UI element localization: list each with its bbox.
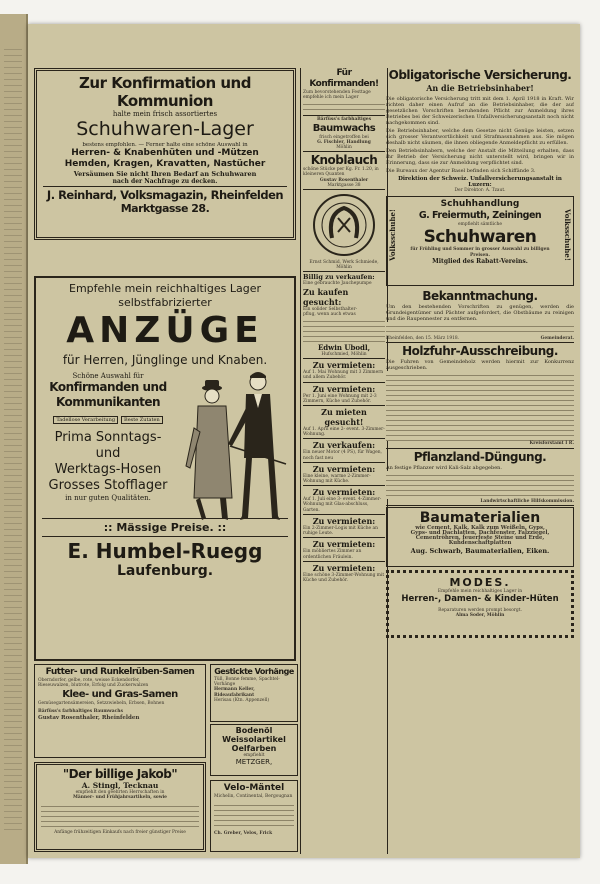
holz-sign: Kreisforstamt I R. [529,441,574,447]
anzuege-komm: Kommunikanten [55,395,161,409]
pflanz-text: An festige Pflanzer wird Kali-Salz abgegeben. [386,464,502,471]
pflanz-fineprint [386,471,574,499]
ad-modes [386,570,574,638]
bodenoel-by: empfiehlt [243,753,265,758]
bodenoel-title3: Oelfarben [231,744,277,753]
divider [303,151,385,152]
miete-title: Zu mieten gesucht! [321,407,367,428]
divider [386,505,574,506]
jakob-sub2: Männer- und Frühjahrsartikeln, sowie [73,795,167,801]
oblig-p4: Die Bureaux der Agentur Basel befinden sich Schiffände 3. [386,168,536,174]
bekannt-sign-row [386,336,574,341]
signature-name: Edwin Ubodl, [317,343,371,353]
bau-l1: wie Cement, Kalk, Kalk zum Weißeln, Gyps, [415,524,545,531]
bau-l2: Gyps- und Dachlatten, Dachfenster, Falzziegel, [410,530,550,537]
verm1-text: Auf 1. Mai Wohnung mit 3 Zimmern und allem Zubehör. [303,370,384,381]
kaufen-text: Ein solider Selbsthalter- [303,306,358,312]
ad-anzuege [34,276,296,661]
jakob-fineprint [41,802,199,828]
holz-text: Die Fuhren von Gemeindeholz werden hiermit zur Konkurrenz ausgeschrieben. [386,359,574,372]
anzuege-konf: Konfirmanden und [49,380,167,394]
anzuege-prima: Prima Sonntags- und [54,430,162,461]
kaufen-title: Zu kaufen gesucht: [303,286,349,307]
modes-sub: Empfehle mein reichhaltiges Lager in [437,588,523,594]
jakob-name: A. Stingl, Tecknau [81,781,159,790]
bau-sign: Aug. Schwarb, Baumaterialien, Eiken. [410,546,550,555]
konfirm-fineprint [303,100,385,114]
bau-l3: Cementröhren, feuerfeste Steine und Erde, Kuhdenschaftplatten [415,535,545,547]
bekannt-sign2: Gemeinderat. [540,336,574,342]
verk-title: Zu verkaufen: [312,440,376,451]
ad-gestickte [210,664,298,722]
konfirmation-sub: halte mein frisch assortiertes [112,110,218,118]
futter-l5: Gustav Rosenthaler, Rheinfelden [38,714,140,721]
pflanz-title: Pflanzland-Düngung. [413,449,547,464]
divider [303,438,385,439]
konfirmation-line2: Herren- & Knabenhüten und -Mützen [71,148,259,158]
seal-text: Ernst Schmid, Werk Schmiede, Möhlin [309,260,379,271]
baum-city: Möhlin [336,145,352,151]
konfirm-title: Für Konfirmanden! [309,68,379,89]
bekannt-fineprint [386,322,574,336]
schuh-side-label-left: Volksschuhe! [388,209,397,262]
bodenoel-title: Bodenöl [235,726,273,735]
baum-by: frisch eingetroffen bei [319,134,369,140]
anzuege-selection-block [42,372,174,502]
anzuege-tag2: Beste Zutaten [121,416,163,424]
futter-l1: Oberndorfer, gelbe, rote, weisse Eckendorfer, [38,678,140,683]
modes-sign: Alma Soder, Möhlin [455,613,505,619]
verk-text: Ein neuer Motor (4 PS), für Wagen, noch fast neu [303,450,382,461]
baum-name: G. Fischler, Handlung [317,139,371,145]
verm7-title: Zu vermieten: [312,562,376,573]
oblig-p1: Die obligatorische Versicherung tritt mit dem 1. April 1918 in Kraft. Wir richten daher einen Aufruf an die Betriebsinhaber, die der auf gesetzlichen Vorschriften beruhenden Pflicht zur Anmeldung ihres Betriebes bei der Schweizerischen Unfallversicherungsanstalt noch nicht nachgekommen sind. [386,96,574,126]
oblig-p3: Den Betriebsinhabern, welche der Anstalt die Mitteilung erhalten, dass ihr Betrieb der Versicherung nicht unterstellt wird, bringen wir in Erinnerung, dass sie zur Anmeldung verpflichtet sind. [386,148,574,166]
futter-l2: Rieseuwalzen, blutrote, Erfolg und Zuckerwalzen [38,683,149,689]
signature-city: Hufschmied, Möhlin [321,352,367,358]
gestickte-title: Gestickte Vorhänge [214,667,294,676]
oblig-title: Obligatorische Versicherung. [388,68,572,82]
anzuege-tags [42,416,174,424]
bekannt-title: Bekanntmachung. [422,289,538,304]
velo-fineprint [214,801,294,829]
anzuege-tag1: Tadellose Verarbeitung [53,416,118,424]
schuh-side-label-right: Volksschuhe! [563,209,572,262]
divider [303,561,385,562]
anzuege-middle [42,372,288,500]
bekannt-text: Um den bestehenden Vorschriften zu genügen, werden die Grundeigentümer und Pächter aufgefordert, die Obstbäume zu reinigen und die Raupennester zu entfernen. [386,304,574,323]
verm7-text: Eine schöne 3-Zimmer-Wohnung mit Küche und Zubehör. [303,572,385,583]
knob-addr: Marktgasse 38 [327,182,361,188]
billig-title: Billig zu verkaufen: [303,273,375,282]
futter-l3: Gemüsegartensämereien, Setzzwiebeln, Erbsen, Bohnen [38,701,165,707]
anzuege-company: E. Humbel-Ruegg [67,539,263,563]
baum-title1: Bärfüss's farbhaltiges [316,117,372,123]
jakob-note: Anfänge frühzeitigen Einkaufs nach freier günstiger Preise [54,830,186,836]
holz-fineprint [386,371,574,441]
verm3-title: Zu vermieten: [312,463,376,474]
divider [386,448,574,449]
anzuege-intro1: Empfehle mein reichhaltiges Lager [69,282,261,295]
verm5-title: Zu vermieten: [312,515,376,526]
right-column [386,68,574,854]
konfirmation-main: Schuhwaren-Lager [76,118,254,140]
jakob-sub: empfiehlt den geehrten Herrschaften in [75,790,165,795]
divider [43,186,287,187]
verm6-title: Zu vermieten: [312,539,376,550]
anzuege-quality: in nur guten Qualitäten. [65,494,151,502]
divider [303,382,385,383]
pflanz-sign: Landwirtschaftliche Hilfskommission. [480,498,574,504]
modes-title: MODES. [449,575,511,589]
newspaper-page [28,24,580,858]
spine-text-lines [4,44,22,834]
divider [303,405,385,406]
ad-baumaterialien [386,507,574,567]
verm3-text: Eine kleine, warme 2-Zimmer-Wohnung mit Küche. [303,473,371,485]
miete-text: Auf 1. April eine 2- event. 3-Zimmer-Wohnung. [303,427,385,438]
kaufen-text2: pflug, wenn auch etwas [303,311,356,317]
bodenoel-name: METZGER, [235,758,273,767]
verm1-title: Zu vermieten: [312,360,376,371]
anzuege-for: für Herren, Jünglinge und Knaben. [62,353,268,367]
gestickte-l3: Herisau (Ktn. Appenzell) [214,697,270,703]
horseshoe-seal-illustration [305,192,383,258]
modes-main: Herren-, Damen- & Kinder-Hüten [401,594,559,605]
oblig-sign: Direktion der Schweiz. Unfallversicherungsanstalt in Luzern: [398,176,562,188]
schuh-name: G. Freiermuth, Zeiningen [418,210,542,222]
konfirmation-headline: Zur Konfirmation und Kommunion [79,74,251,110]
konfirmation-signature: J. Reinhard, Volksmagazin, Rheinfelden [46,188,284,202]
oblig-p2: Die Betriebsinhaber, welche dem Gesetze nicht Genüge leisten, setzen sich grosser Verantwortlichkeit und Strafmassnahmen aus. Sie mögen deshalb nicht säumen, die ihnen obliegende Anmeldepflicht zu erfüllen. [386,128,574,146]
jakob-title: "Der billige Jakob" [62,767,178,781]
konfirmation-line3: Hemden, Kragen, Kravatten, Nastücher [64,159,266,169]
konfirmation-line4: Versäumen Sie nicht Ihren Bedarf an Schuhwaren [73,170,257,178]
velo-title: Velo-Mäntel [223,783,285,793]
anzuege-city: Laufenburg. [116,563,214,579]
bodenoel-title2: Weissolartikel [222,735,286,744]
book-spine [0,14,28,864]
anzuege-prices: :: Mässige Preise. :: [103,521,227,534]
gestickte-l2: Hermann Keller, Rideaufabrikant [214,687,255,698]
middle-column [300,68,388,854]
divider [303,271,385,272]
divider [303,358,385,359]
divider [303,115,385,116]
konfirmation-line1: bestens empfohlen. — Ferner halte eine schöne Auswahl in [82,142,248,148]
divider [42,536,288,537]
kaufen-fineprint [303,317,385,343]
anzuege-selection: Schöne Auswahl für [72,372,144,380]
bekannt-sign: Rheinfelden, den 15. März 1918. [386,336,460,342]
futter-l4: Bärfüss's farbhaltiges Baumwachs [38,708,123,714]
schuh-line: für Frühling und Sommer in grosser Auswahl zu billigen Preisen. [410,247,550,258]
futter-title2: Klee- und Gras-Samen [62,689,178,701]
anzuege-title: ANZÜGE [66,310,264,351]
holz-title: Holzfuhr-Ausschreibung. [402,344,558,359]
ad-velo [210,780,298,852]
anzuege-lager: Grosses Stofflager [48,478,168,493]
divider [386,342,574,343]
verm2-text: Per 1. Juni eine Wohnung mit 2-3 Zimmern, Küche und Zubehör. [303,393,377,404]
velo-l1: Michelin, Continental, Bergougnan [214,794,293,799]
ad-jakob [34,762,206,852]
knob-name: Gustav Rosenthaler [319,177,369,183]
oblig-sub: An die Betriebsinhaber! [426,83,534,93]
schuh-sub: empfiehlt sämtliche [458,222,502,228]
knob-text: schöne Stücke per Kg. Fr. 1.20, in kleineren Quanten [303,167,379,178]
verm5-text: Ein 2-Zimmer-Logis mit Küche an ruhige Leute. [303,525,378,537]
ad-schuhhandlung [386,196,574,286]
oblig-sign2: Der Direktor: A. Tzaut. [454,188,506,193]
ad-konfirmation [34,68,296,240]
verm4-text: Auf 1. Juli eine 3- event. 4-Zimmer-Wohnung mit Glas-abschluss, Garten. [303,497,382,513]
futter-title: Futter- und Runkelrüben-Samen [45,667,195,677]
konfirmation-address: Marktgasse 28. [120,202,210,215]
verm6-text: Ein möbliertes Zimmer an ordentlichen Fräulein. [303,549,362,560]
divider [303,485,385,486]
divider [303,537,385,538]
bau-title: Baumaterialien [419,509,541,526]
ad-futter [34,664,206,758]
modes-note: Reparaturen werden prompt besorgt. [438,608,522,614]
konfirm-text: Zum bevorstehenden Festtage empfehle ich mein Lager [303,90,371,101]
divider [303,189,385,190]
knob-title: Knoblauch [310,153,378,168]
two-men-illustration [180,368,292,528]
divider [303,514,385,515]
divider [303,462,385,463]
anzuege-intro2: selbstfabrizierter [118,296,212,309]
schuh-head: Schuhhandlung [440,199,520,210]
verm4-title: Zu vermieten: [312,487,376,498]
gestickte-l1: Tüll, Bonne femme, Spachtel-Vorhänge [214,677,280,688]
ad-bodenoel [210,724,298,776]
velo-l2: Ch. Greber, Velos, Frick [214,831,273,837]
baum-title2: Baumwachs [312,122,376,134]
konfirmation-line5: nach der Nachfrage zu decken. [112,178,218,185]
schuh-member: Mitglied des Rabatt-Vereins. [432,257,528,265]
billig-text: Eine gebrauchte Jauchepumpe [303,281,372,287]
schuh-title: Schuhwaren [423,227,537,248]
anzuege-werktags: Werktags-Hosen [54,462,162,477]
verm2-title: Zu vermieten: [312,383,376,394]
